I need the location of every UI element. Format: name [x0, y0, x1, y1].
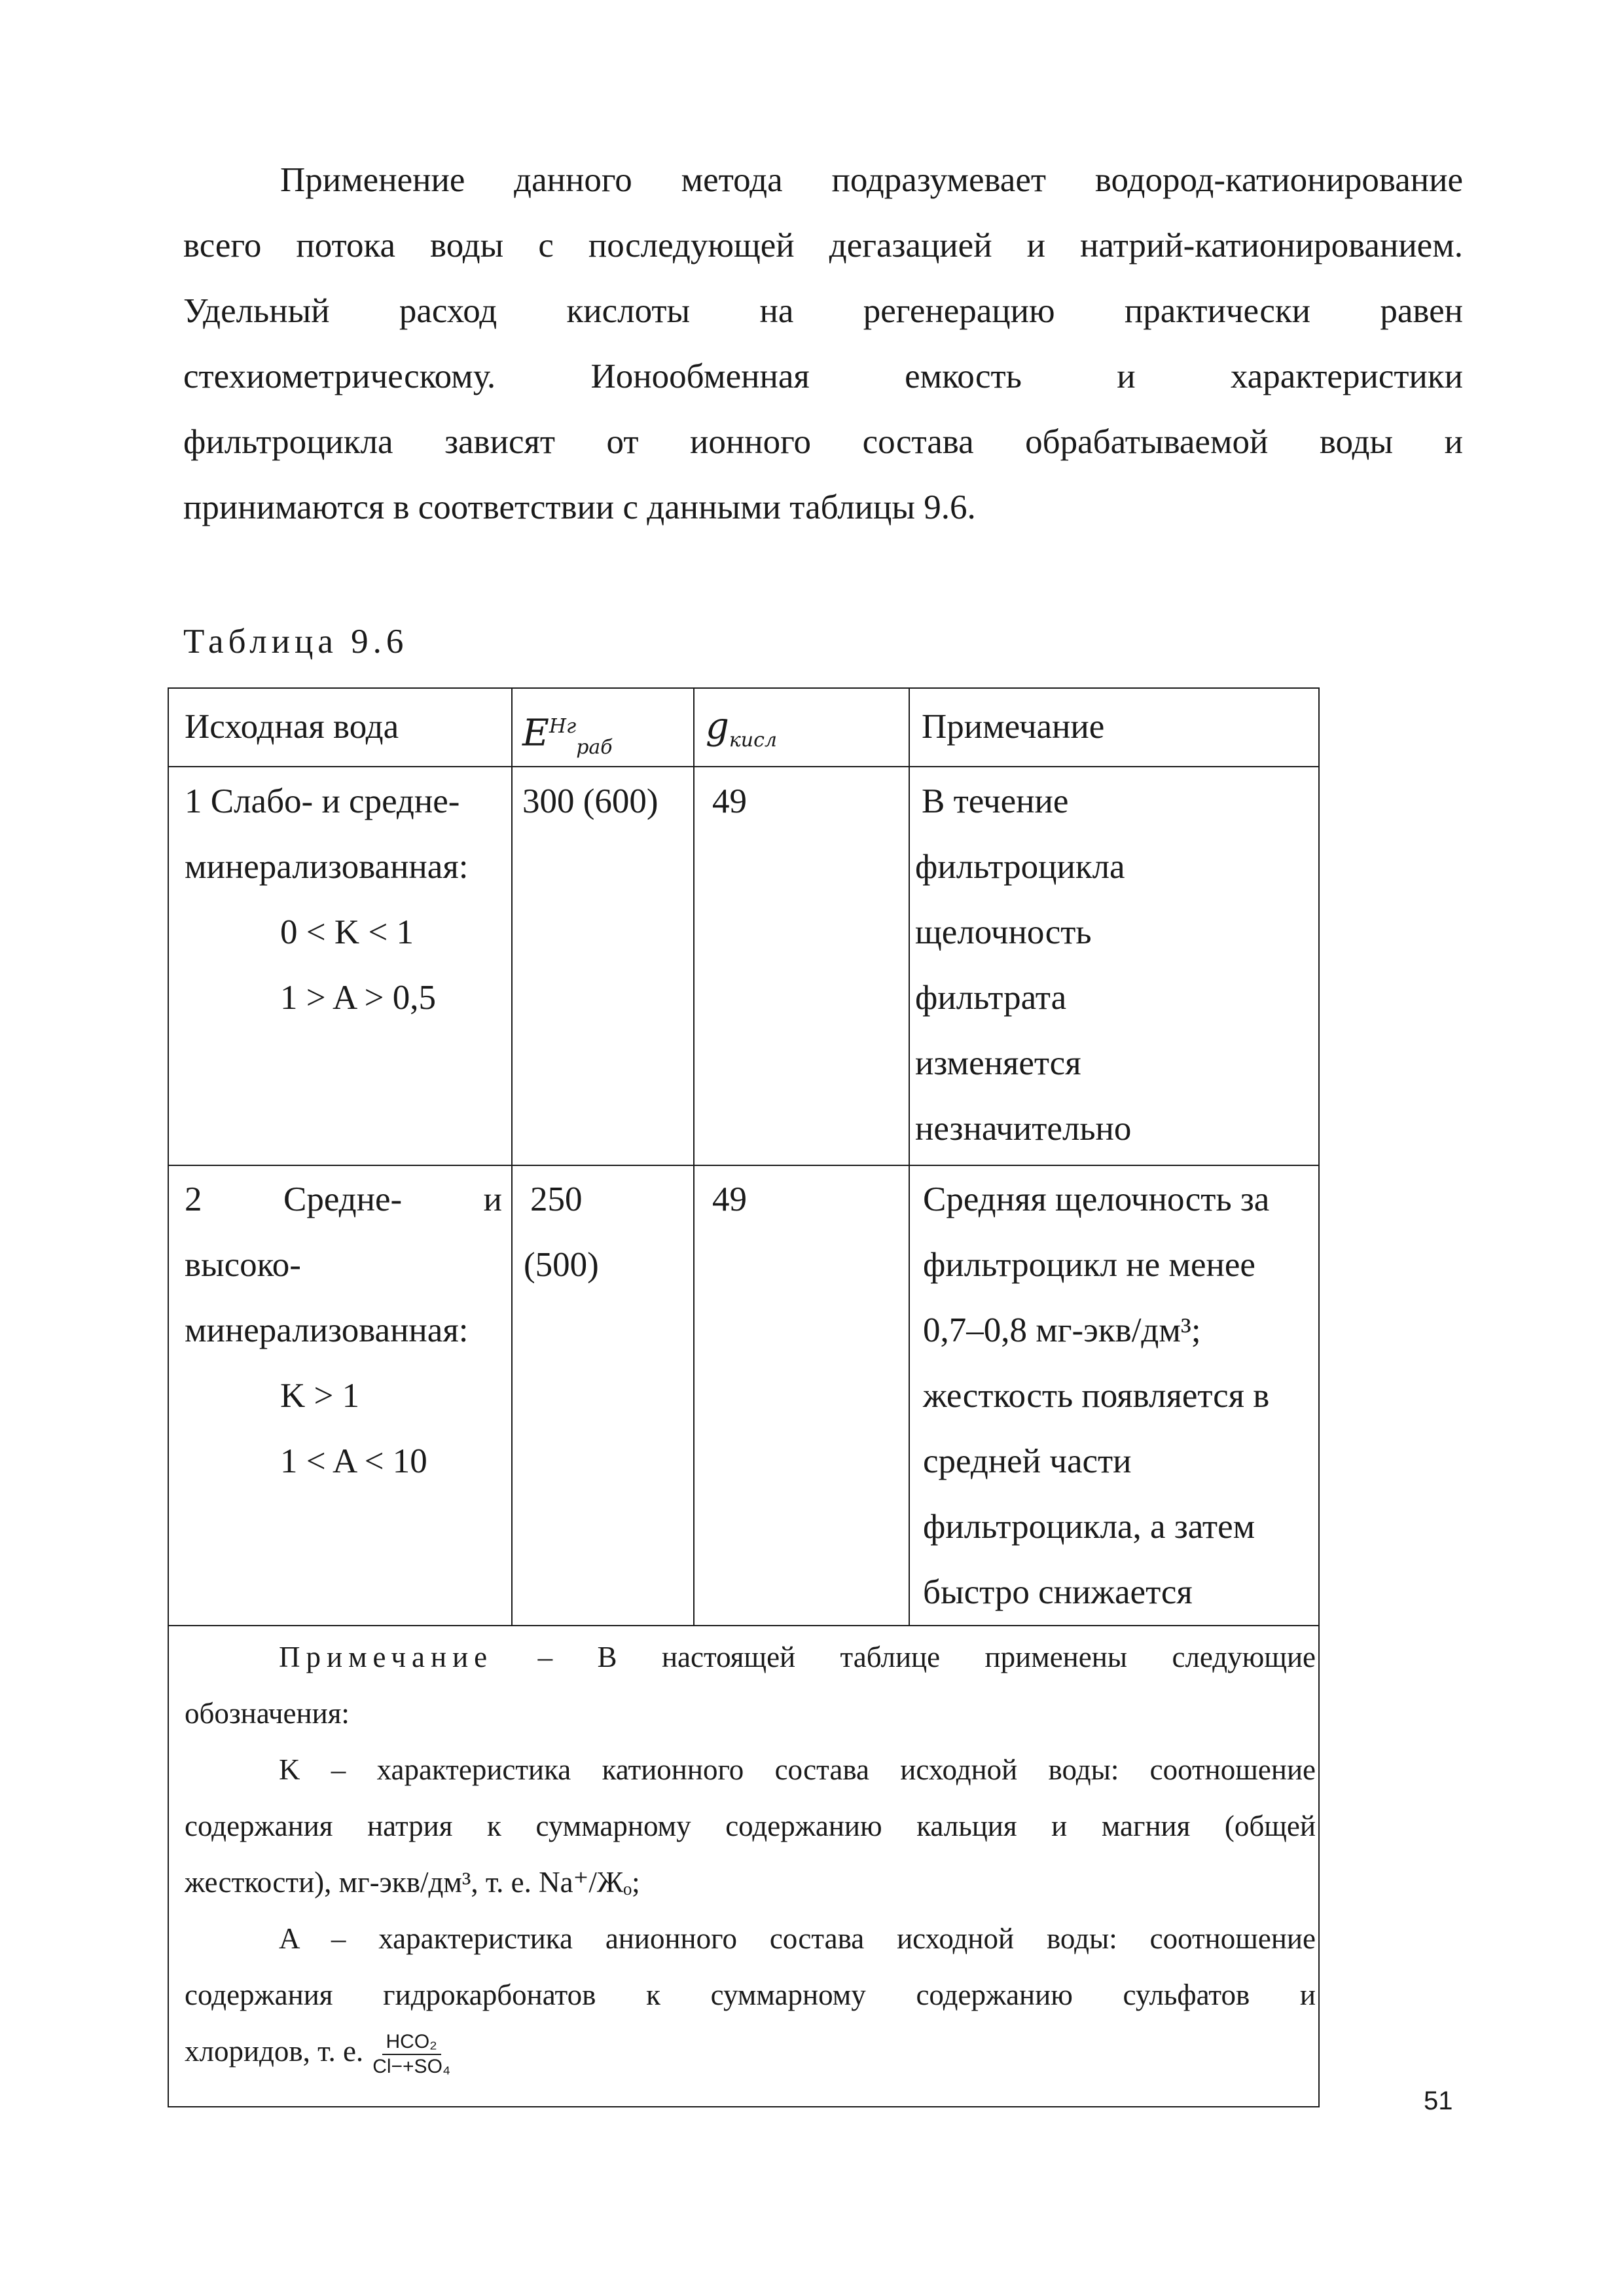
paragraph-line: фильтроцикла зависят от ионного состава обрабатываемой воды и [183, 423, 1463, 461]
row2-remark: Средняя щелочность за фильтроцикл не менее 0,7–0,8 мг-экв/дм³; жесткость появляется в средней части фильтроцикла, а затем быстро снижается [923, 1180, 1270, 1611]
table-caption: Таблица 9.6 [183, 623, 408, 661]
body-paragraph [183, 147, 1463, 540]
paragraph-line: Применение данного метода подразумевает водород-катионирование [280, 161, 1463, 199]
row2-acid: 49 [712, 1180, 747, 1218]
column-divider [511, 689, 513, 1625]
row1-capacity: 300 (600) [522, 782, 659, 820]
header-source-water: Исходная вода [185, 708, 399, 746]
paragraph-line: Удельный расход кислоты на регенерацию практически равен [183, 292, 1463, 330]
row1-acid: 49 [712, 782, 747, 820]
row-divider [169, 1625, 1318, 1626]
table-footnote: Примечание – В настоящей таблице применены следующие обозначения: K – характеристика катионного состава исходной воды: соотношение содержания натрия к суммарному содержанию кальция и магния (общей жесткости), мг-экв/дм³, т. е. Na⁺/Жₒ; A – характеристика анионного состава исходной воды: соотношение содержания гидрокарбонатов к суммарному содержанию сульфатов и хлоридов, т. е. $\frac{\text{HCO₂}}{\text{Cl−+SO₄}}$ [185, 1641, 1316, 2077]
paragraph-line: всего потока воды с последующей дегазацией и натрий-катионированием. [183, 227, 1463, 264]
column-divider [909, 689, 910, 1625]
header-exchange-capacity: $E^{Нг}_{раб}$ [522, 712, 613, 759]
paragraph-line: принимаются в соответствии с данными таблицы 9.6. [183, 488, 976, 526]
footnote-title: Примечание [279, 1641, 494, 1673]
formula-fraction: $\frac{\text{HCO₂}}{\text{Cl−+SO₄}}$ [372, 2030, 451, 2077]
row-divider [169, 766, 1318, 767]
page-number: 51 [1424, 2086, 1453, 2115]
header-remark: Примечание [922, 708, 1105, 746]
row2-source-water: 2 Средне- и высоко- минерализованная: K > 1 1 < A < 10 [185, 1180, 502, 1480]
row1-remark: В течение фильтроцикла щелочность фильтрата изменяется незначительно [915, 782, 1132, 1148]
row1-source-water: 1 Слабо- и средне- минерализованная: 0 < K < 1 1 > A > 0,5 [185, 782, 469, 1017]
row2-capacity: 250 (500) [524, 1180, 599, 1284]
column-divider [693, 689, 695, 1625]
data-table [168, 687, 1320, 2107]
paragraph-line: стехиометрическому. Ионообменная емкость и характеристики [183, 357, 1463, 395]
row-divider [169, 1165, 1318, 1166]
header-acid-consumption: $g_{кисл}$ [706, 705, 777, 752]
